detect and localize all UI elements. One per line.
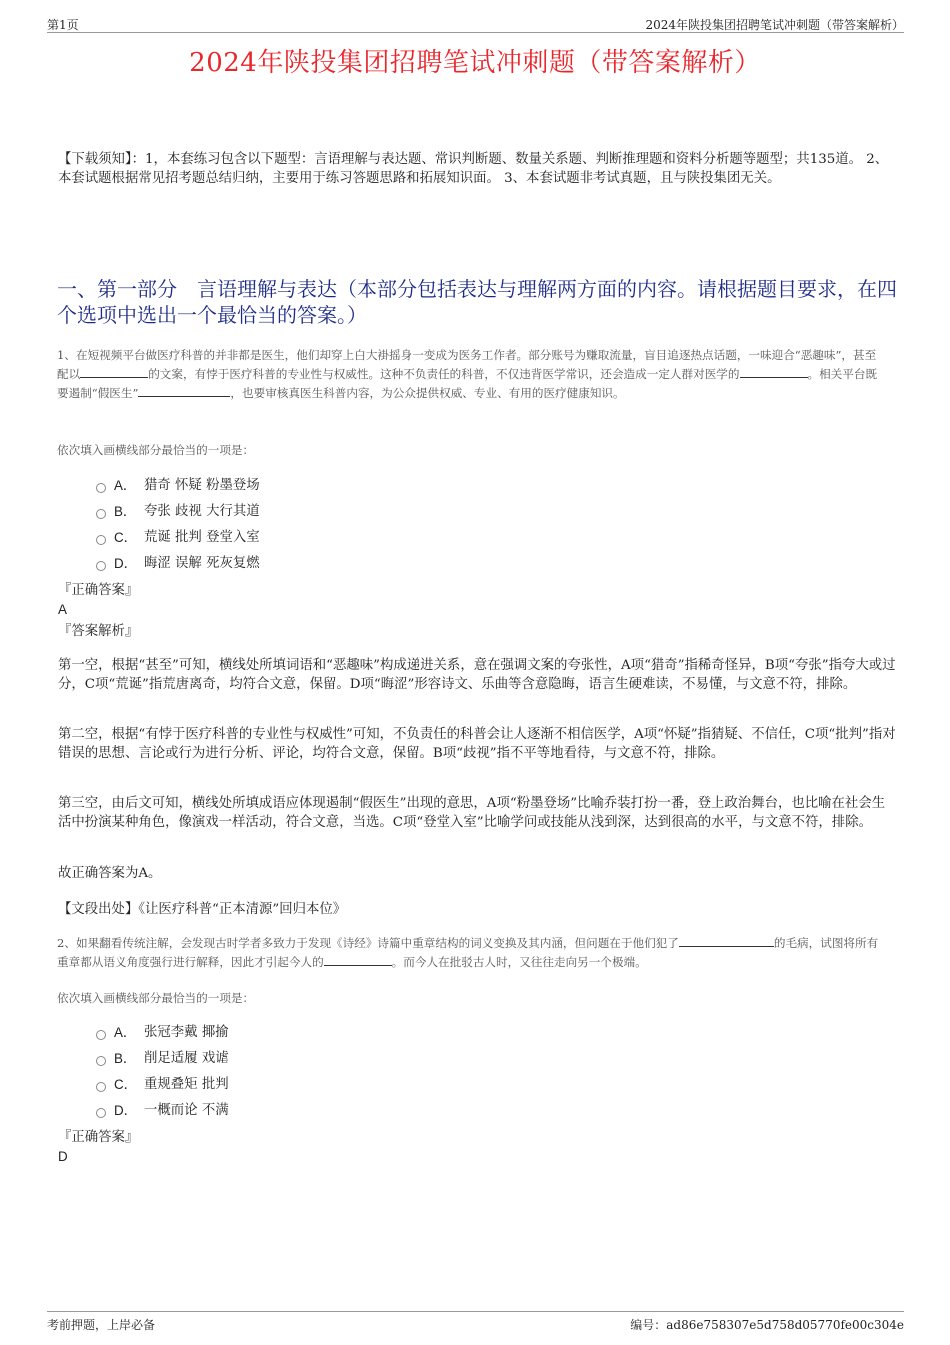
q1-option-a[interactable] — [96, 473, 260, 499]
option-letter: C． — [114, 1077, 138, 1092]
option-letter: B． — [114, 1051, 137, 1066]
option-text: 猎奇 怀疑 粉墨登场 — [144, 478, 260, 493]
q1-analysis-paragraph: 第三空，由后文可知，横线处所填成语应体现遏制“假医生”出现的意思，A项“粉墨登场”比喻乔装打扮一番，登上政治舞台，也比喻在社会生活中扮演某种角色，像演戏一样活动，符合文意，当选。C项“登堂入室”比喻学问或技能从浅到深，达到很高的水平，与文意不符，排除。 — [58, 796, 886, 830]
footer-serial: 编号：ad86e758307e5d758d05770fe00c304e — [630, 1318, 904, 1332]
q2-stem-part: 2、如果翻看传统注解，会发现古时学者多致力于发现《诗经》诗篇中重章结构的词义变换及其内涵，但问题在于他们犯了 — [57, 936, 679, 950]
q1-analysis-conclusion: 故正确答案为A。 — [58, 866, 162, 881]
option-text: 重规叠矩 批判 — [144, 1077, 229, 1092]
q2-answer: D — [58, 1149, 68, 1164]
download-notice: 【下载须知】：1，本套练习包含以下题型：言语理解与表达题、常识判断题、数量关系题、判断推理题和资料分析题等题型；共135道。 2、本套试题根据常见招考题总结归纳，主要用于练习答题思路和拓展知识面。 3、本套试题非考试真题，且与陕投集团无关。 — [58, 152, 889, 186]
option-letter: C． — [114, 530, 138, 545]
option-text: 一概而论 不满 — [144, 1103, 229, 1118]
footer-slogan: 考前押题，上岸必备 — [47, 1318, 156, 1332]
radio-icon[interactable] — [96, 509, 106, 519]
q2-options — [96, 1020, 229, 1124]
radio-icon[interactable] — [96, 483, 106, 493]
option-text: 张冠李戴 揶揄 — [144, 1025, 229, 1040]
q1-answer: A — [58, 602, 67, 617]
option-text: 夸张 歧视 大行其道 — [144, 504, 260, 519]
page-footer — [47, 1311, 904, 1334]
fill-blank — [324, 953, 392, 966]
q1-option-b[interactable] — [96, 499, 260, 525]
q2-option-b[interactable] — [96, 1046, 229, 1072]
radio-icon[interactable] — [96, 1108, 106, 1118]
fill-blank — [740, 365, 808, 378]
q1-option-d[interactable] — [96, 551, 260, 577]
option-letter: B． — [114, 504, 137, 519]
q2-answer-label: 『正确答案』 — [58, 1130, 139, 1145]
q1-stem-part: 1、在短视频平台做医疗科普的并非都是医生，他们却穿上白大褂摇身一变成为医务工作者。部分账号为赚取流量，盲目追逐热点话题，一味迎合“恶趣味”，甚至配以 — [57, 348, 877, 381]
q1-analysis-paragraph: 第二空，根据“有悖于医疗科普的专业性与权威性”可知，不负责任的科普会让人逐渐不相信医学，A项“怀疑”指猜疑、不信任，C项“批判”指对错误的思想、言论或行为进行分析、评论，均符合文意，保留。B项“歧视”指不平等地看待，与文意不符，排除。 — [58, 727, 896, 761]
page-number: 第1页 — [47, 18, 79, 32]
option-text: 荒诞 批判 登堂入室 — [144, 530, 260, 545]
header-doc-title: 2024年陕投集团招聘笔试冲刺题（带答案解析） — [645, 18, 904, 32]
q1-source: 【文段出处】《让医疗科普“正本清源”回归本位》 — [58, 902, 347, 917]
q2-stem-part: 。而今人在批驳古人时，又往往走向另一个极端。 — [391, 955, 647, 969]
q2-option-d[interactable] — [96, 1098, 229, 1124]
question-1-stem — [57, 346, 887, 403]
radio-icon[interactable] — [96, 561, 106, 571]
fill-blank — [138, 384, 230, 397]
q1-stem-part: 的文案，有悖于医疗科普的专业性与权威性。这种不负责任的科普，不仅违背医学常识，还会造成一定人群对医学的 — [148, 367, 740, 381]
q1-answer-label: 『正确答案』 — [58, 583, 139, 598]
q1-option-c[interactable] — [96, 525, 260, 551]
q1-instruction: 依次填入画横线部分最恰当的一项是： — [57, 443, 255, 457]
q1-options — [96, 473, 260, 577]
q2-stem-part: 的毛病，试图将所有重章都从语义角度强行进行解释，因此才引起今人的 — [57, 936, 879, 969]
fill-blank — [80, 365, 148, 378]
section-title: 一、第一部分 言语理解与表达（本部分包括表达与理解两方面的内容。请根据题目要求，在四个选项中选出一个最恰当的答案。） — [57, 277, 897, 327]
radio-icon[interactable] — [96, 535, 106, 545]
option-letter: A． — [114, 478, 137, 493]
option-text: 削足适履 戏谑 — [144, 1051, 229, 1066]
q2-option-c[interactable] — [96, 1072, 229, 1098]
q1-stem-part: 。相关平台既要遏制“假医生” — [57, 367, 878, 400]
option-letter: A． — [114, 1025, 137, 1040]
radio-icon[interactable] — [96, 1030, 106, 1040]
option-text: 晦涩 误解 死灰复燃 — [144, 556, 260, 571]
q1-stem-part: ，也要审核真医生科普内容，为公众提供权威、专业、有用的医疗健康知识。 — [230, 386, 625, 400]
fill-blank — [679, 934, 774, 947]
radio-icon[interactable] — [96, 1082, 106, 1092]
radio-icon[interactable] — [96, 1056, 106, 1066]
q2-option-a[interactable] — [96, 1020, 229, 1046]
page-title: 2024年陕投集团招聘笔试冲刺题（带答案解析） — [189, 48, 761, 78]
option-letter: D． — [114, 1103, 138, 1118]
q1-analysis-label: 『答案解析』 — [58, 624, 139, 639]
question-2-stem — [57, 934, 887, 972]
option-letter: D． — [114, 556, 138, 571]
q1-analysis-paragraph: 第一空，根据“甚至”可知，横线处所填词语和“恶趣味”构成递进关系，意在强调文案的夸张性，A项“猎奇”指稀奇怪异，B项“夸张”指夸大或过分，C项“荒诞”指荒唐离奇，均符合文意，保留。D项“晦涩”形容诗文、乐曲等含意隐晦，语言生硬难读，不易懂，与文意不符，排除。 — [58, 658, 896, 692]
page-header — [47, 14, 904, 33]
q2-instruction: 依次填入画横线部分最恰当的一项是： — [57, 991, 255, 1005]
